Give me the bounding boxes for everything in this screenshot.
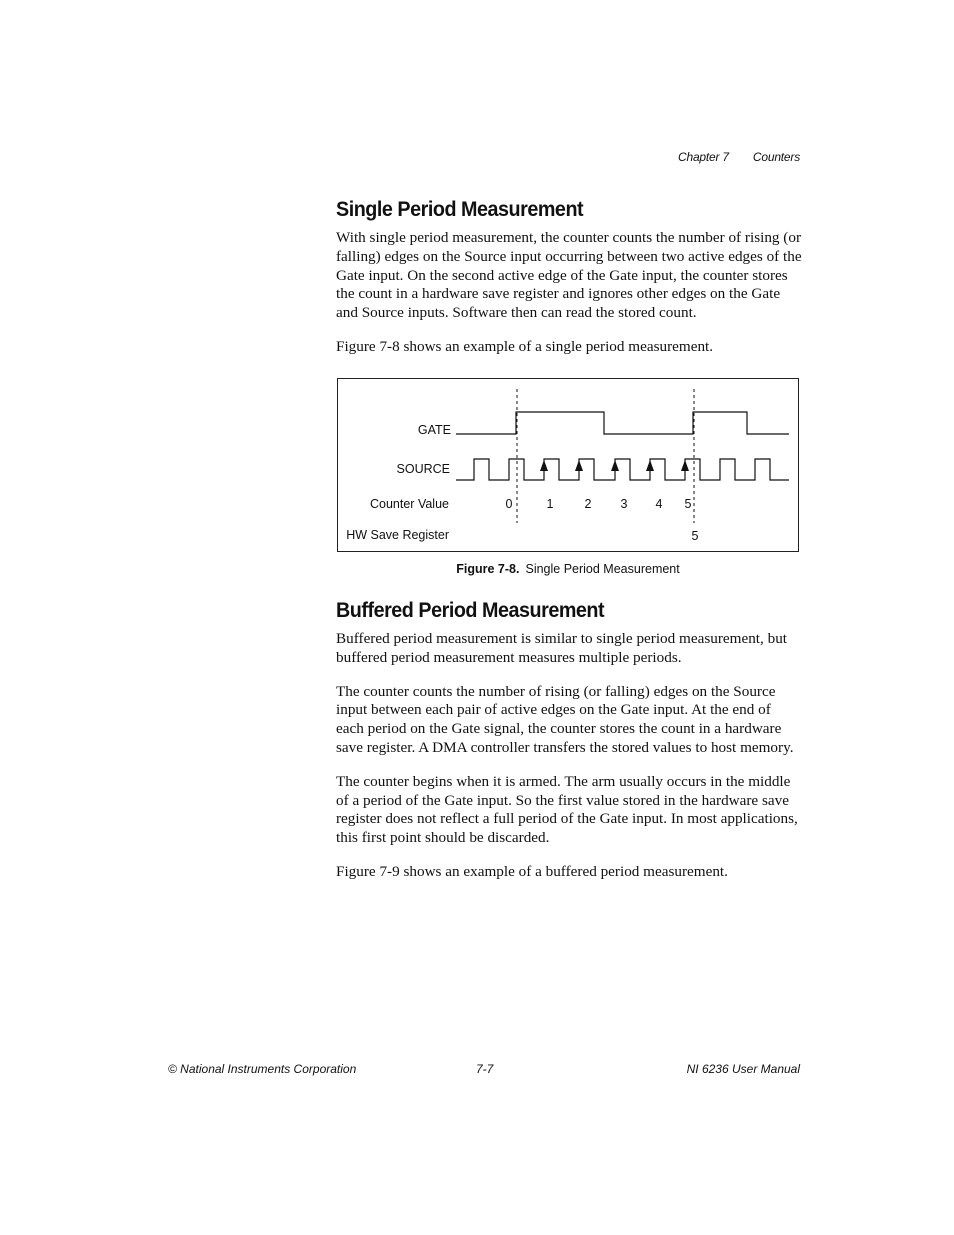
counter-value: 2 (584, 497, 592, 511)
arrow-up-icon (611, 460, 619, 471)
footer-right: NI 6236 User Manual (686, 1062, 800, 1076)
paragraph: Buffered period measurement is similar to single period measurement, but buffered period measurement measures multiple periods. (336, 630, 788, 666)
section-single-period (336, 198, 802, 357)
section-buffered-period (336, 599, 802, 882)
section-title-buffered-period: Buffered Period Measurement (336, 599, 605, 622)
paragraph: Figure 7-8 shows an example of a single period measurement. (336, 337, 714, 355)
counter-value: 0 (505, 497, 513, 511)
arrow-up-icon (540, 460, 548, 471)
source-waveform (456, 459, 789, 480)
paragraph: The counter begins when it is armed. The arm usually occurs in the middle of a period of the Gate input. So the first value stored in the hardware save register does not reflect a full period of the Gate input. In most applications, this first point should be discarded. (336, 772, 798, 847)
counter-value: 3 (620, 497, 628, 511)
label-source: SOURCE (396, 462, 450, 476)
gate-waveform (456, 412, 789, 434)
arrow-up-icon (681, 460, 689, 471)
counter-value: 4 (655, 497, 663, 511)
paragraph: Figure 7-9 shows an example of a buffered period measurement. (336, 862, 728, 880)
footer-left: © National Instruments Corporation (168, 1062, 357, 1076)
timing-diagram (338, 379, 800, 553)
section-title-single-period: Single Period Measurement (336, 198, 584, 221)
section-label: Counters (752, 150, 800, 164)
figure-caption (337, 562, 799, 576)
label-gate: GATE (417, 423, 451, 437)
running-head (678, 150, 800, 164)
figure-7-8 (337, 378, 799, 552)
label-counter-value: Counter Value (370, 497, 449, 511)
counter-value: 5 (684, 497, 692, 511)
rising-edge-arrows (540, 460, 689, 471)
hw-save-value: 5 (691, 529, 699, 543)
caption-label: Figure 7-8. (456, 562, 520, 576)
caption-text: Single Period Measurement (525, 562, 680, 576)
counter-value: 1 (546, 497, 554, 511)
paragraph: With single period measurement, the counter counts the number of rising (or falling) edges on the Source input occurring between two active edges of the Gate input. On the second active edge of the Gate input, the counter stores the count in a hardware save register and ignores other edges on the Gate and Source inputs. Software then can read the stored count. (336, 229, 802, 322)
label-hw-save-register: HW Save Register (346, 528, 449, 542)
paragraph: The counter counts the number of rising (or falling) edges on the Source input between each pair of active edges on the Gate input. At the end of each period on the Gate signal, the counter stores the count in a hardware save register. A DMA controller transfers the stored values to host memory. (336, 682, 794, 756)
footer-page-number: 7-7 (476, 1062, 494, 1076)
chapter-label: Chapter 7 (678, 150, 729, 164)
arrow-up-icon (646, 460, 654, 471)
arrow-up-icon (575, 460, 583, 471)
